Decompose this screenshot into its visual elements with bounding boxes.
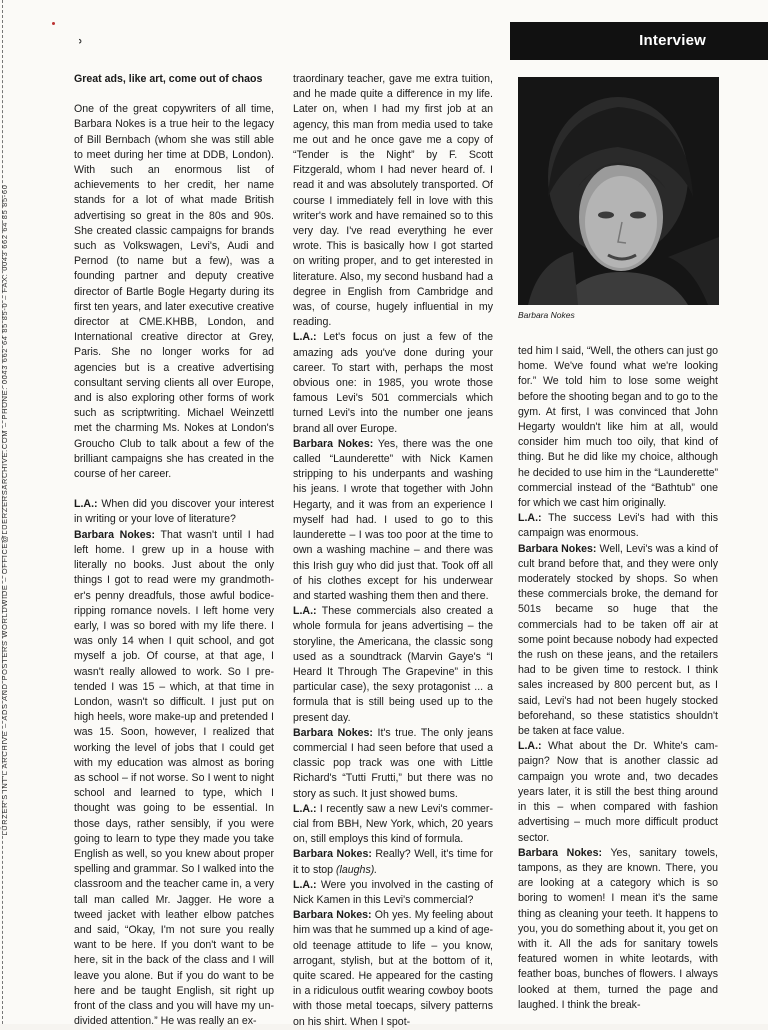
article-headline: Great ads, like art, come out of chaos — [74, 73, 263, 85]
speaker-label: Barbara Nokes: — [293, 909, 372, 922]
answer-text: Well, Levi's was a kind of cult brand before that, and they were only moderately stocked by shops. So when these commercials broke, the demand for 501s became so huge that the commercials had to be taken off air at some point because nobody had expected the rush on these jeans, and the retailers had to be given time to restock. I think sales increased by 800 percent but, as I said, Levi's had not been hugely stocked beforehand, so these statistics shouldn't be taken at face value. — [518, 542, 719, 738]
answer-4 — [293, 847, 493, 877]
speaker-label: L.A.: — [293, 802, 317, 815]
speaker-label: Barbara Nokes: — [518, 846, 602, 859]
section-header — [510, 22, 768, 60]
question-3 — [293, 604, 493, 726]
answer-2 — [293, 437, 493, 604]
vertical-archive-credit: LÜRZER'S INT'L ARCHIVE – ADS AND POSTERS WORLDWIDE – OFFICE@LUERZERSARCHIVE.COM – PHONE: 0043 662 64 85 85-0 – FAX: 0043 662 64 85 85-60 — [0, 184, 9, 836]
speaker-label: L.A.: — [518, 740, 542, 753]
question-2 — [293, 330, 493, 436]
speaker-label: L.A.: — [293, 331, 317, 344]
question-text: When did you discover your interest in writing or your love of literature? — [74, 498, 274, 526]
question-text: What about the Dr. White's campaign? Now that is another classic ad campaign you wrote and, two decades years later, it is still the best thing around in this – when compared with fashion advertising – much more difficult product sector. — [518, 740, 718, 844]
answer-italic: (laughs). — [336, 863, 378, 876]
answer-5-continued: ted him I said, “Well, the others can just go home. We've found what we're looking for.” We told him to lose some weight before the shooting began and to go to the gym. At first, I was convinced that John Hegarty wouldn't like him at all, would consider him much too oily, that kind of thing. But he did like my choice, although he decided to use him in the “Launderette” commercial instead of the “Bathtub” one for which we cast him originally. — [518, 345, 719, 510]
question-4 — [293, 802, 493, 848]
question-text: I recently saw a new Levi's commercial from BBH, New York, which, 20 years on, still employs this kind of formula. — [293, 802, 493, 846]
speaker-label: L.A.: — [293, 878, 317, 891]
question-5 — [293, 878, 493, 908]
answer-text: It's true. The only jeans commercial I had seen before that used a classic pop track was one with Little Richard's “Tutti Frutti,” but there was no story as such. It just showed bums. — [293, 726, 493, 800]
answer-7 — [518, 846, 718, 1013]
section-title: Interview — [639, 32, 706, 49]
answer-text: Yes, there was the one called “Launderette” with Nick Kamen stripping to his underpants and washing his jeans. I wrote that together with John Hegarty, and it was from an experience I myself had had. I used to go to this launderette – I was too poor at the time to own a washing machine – and there was this Irish guy who did just that. Took off all of his clothes except for his underwear and started washing them then and there. — [293, 437, 494, 602]
answer-text: Really? Well, it's time for it to stop — [293, 848, 494, 876]
question-text: Were you involved in the casting of Nick Kamen in this Levi's commercial? — [293, 878, 493, 906]
column-3 — [518, 344, 718, 1013]
ink-dot — [52, 22, 55, 25]
intro-paragraph: One of the great copywriters of all time, Barbara Nokes is a true heir to the legacy of Bill Bernbach (whom she was still able to meet during her time at DDB, London). With such an enormous list of achievements to her credit, her name stands for a lot of what made British advertising so great in the 80s and 90s. She created classic campaigns for brands such as Volkswagen, Levi's, Audi and Pernod (to name but a few), was a founding partner and deputy creative director of Bartle Bogle Hegarty during its first ten years, and later executive creative director at CME.KHBB, London, and International creative director at Grey, Paris. She no longer works for ad agencies but is a creative advertising consultant serving clients all over Europe, and is also exploring other forms of work such as scriptwriting. Michael Weinzettl met the charming Ms. Nokes at London's Groucho Club to talk about a few of the brilliant campaigns she has created in the course of her career. — [74, 103, 274, 481]
speaker-label: Barbara Nokes: — [74, 528, 156, 541]
question-1 — [74, 497, 274, 527]
answer-1 — [74, 528, 274, 1030]
photo-caption: Barbara Nokes — [518, 310, 575, 320]
column-1 — [74, 72, 274, 1029]
question-text: These commercials also created a whole formula for jeans advertising – the storyline, the Americana, the classic song used as a soundtrack (Marvin Gaye's “I Heard It Through The Grapevine” in this particular case), the sexy protagonist ... a formula that is still being used up to the present day. — [293, 605, 493, 724]
answer-1-continued: traordinary teacher, gave me extra tuition, and he made quite a difference in my life. Later on, when I had my first job at an agency, this man from media used to take me out and he once gave me a copy of “Tender is the Night” by F. Scott Fitzgerald, whom I had never heard of. I read it and was absolutely transported. Of course I immediately fell in love with this writer's work and have remained so to this very day. I've read everything he ever wrote. This is basically how I got started on writing proper, and to get interested in literature. Also, my second husband had a degree in English from Cambridge and was, of course, hugely influential in my reading. — [293, 73, 493, 329]
question-7 — [518, 739, 718, 845]
speaker-label: Barbara Nokes: — [293, 437, 374, 450]
question-text: Let's focus on just a few of the amazing ads you've done during your career. To start with, perhaps the most obvious one: in 1985, you wrote those famous Levi's 501 commercials which turned Levi's into the number one jeans brand all over Europe. — [293, 331, 493, 435]
answer-text: Oh yes. My feeling about him was that he summed up a kind of age-old teenage attitude to life – you know, arrogant, stylish, but at the bottom of it, quite scared. He appeared for the casting in a ridiculous outfit wearing cowboy boots with those metal toecaps, silvery patterns on his shirt. When I spot- — [293, 909, 493, 1028]
speaker-label: L.A.: — [293, 605, 317, 618]
answer-3 — [293, 726, 493, 802]
speaker-label: Barbara Nokes: — [293, 726, 373, 739]
answer-6 — [518, 542, 718, 740]
answer-5 — [293, 908, 493, 1030]
column-2 — [293, 72, 493, 1030]
question-6 — [518, 511, 718, 541]
pen-mark: ˒ — [78, 32, 84, 53]
answer-text: Yes, sanitary towels, tampons, as they are known. There, you are looking at a category which is so boring to women! I mean it's the same thing as cleaning your teeth. It happens to you, you do something about it, you get on with it. All the ads for sanitary towels featured women in white leotards, with feather boas, bunches of flowers. I always looked at them, turned the page and laughed. I think the break- — [518, 846, 718, 1011]
speaker-label: L.A.: — [518, 512, 542, 525]
speaker-label: Barbara Nokes: — [293, 848, 372, 861]
question-text: The success Levi's had with this campaign was enormous. — [518, 512, 718, 540]
portrait-photo — [518, 77, 719, 305]
portrait-illustration — [518, 77, 719, 305]
answer-text: That wasn't until I had left home. I grew up in a house with literally no books. Just about the only things I got to read were my grandmother's penny dreadfuls, those awful bodice-ripping romance novels. I left home very early, I was so bored with my life there. I was only 14 when I quit school, and got myself a job. Of course, at that age, I wasn't really allowed to work. So I pretended I was 15 – which, at that time in London, wasn't so difficult. I just put on high heels, wore make-up and pretended I was 15. Soon, however, I realized that working the level of jobs that I could get with my education was almost as boring as school – if not worse. So I went to night school and learned to type, which I thought was going to be essential. In those days, rather sensibly, if you were going to learn to type they made you take English as well, so you knew about proper spelling and grammar. So I walked into the classroom and the teacher came in, a very tall man called Mr. Jagger. He wore a tweed jacket with leather elbow patches and said, “Okay, I'm not sure you really want to be here. If you don't want to be here, sit in the back of the class and I will leave you alone. But if you do want to be here and be taught English, sit right up front of the class and you will have my undivided attention.” He was really an ex- — [74, 528, 274, 1028]
speaker-label: L.A.: — [74, 498, 98, 511]
speaker-label: Barbara Nokes: — [518, 542, 597, 555]
